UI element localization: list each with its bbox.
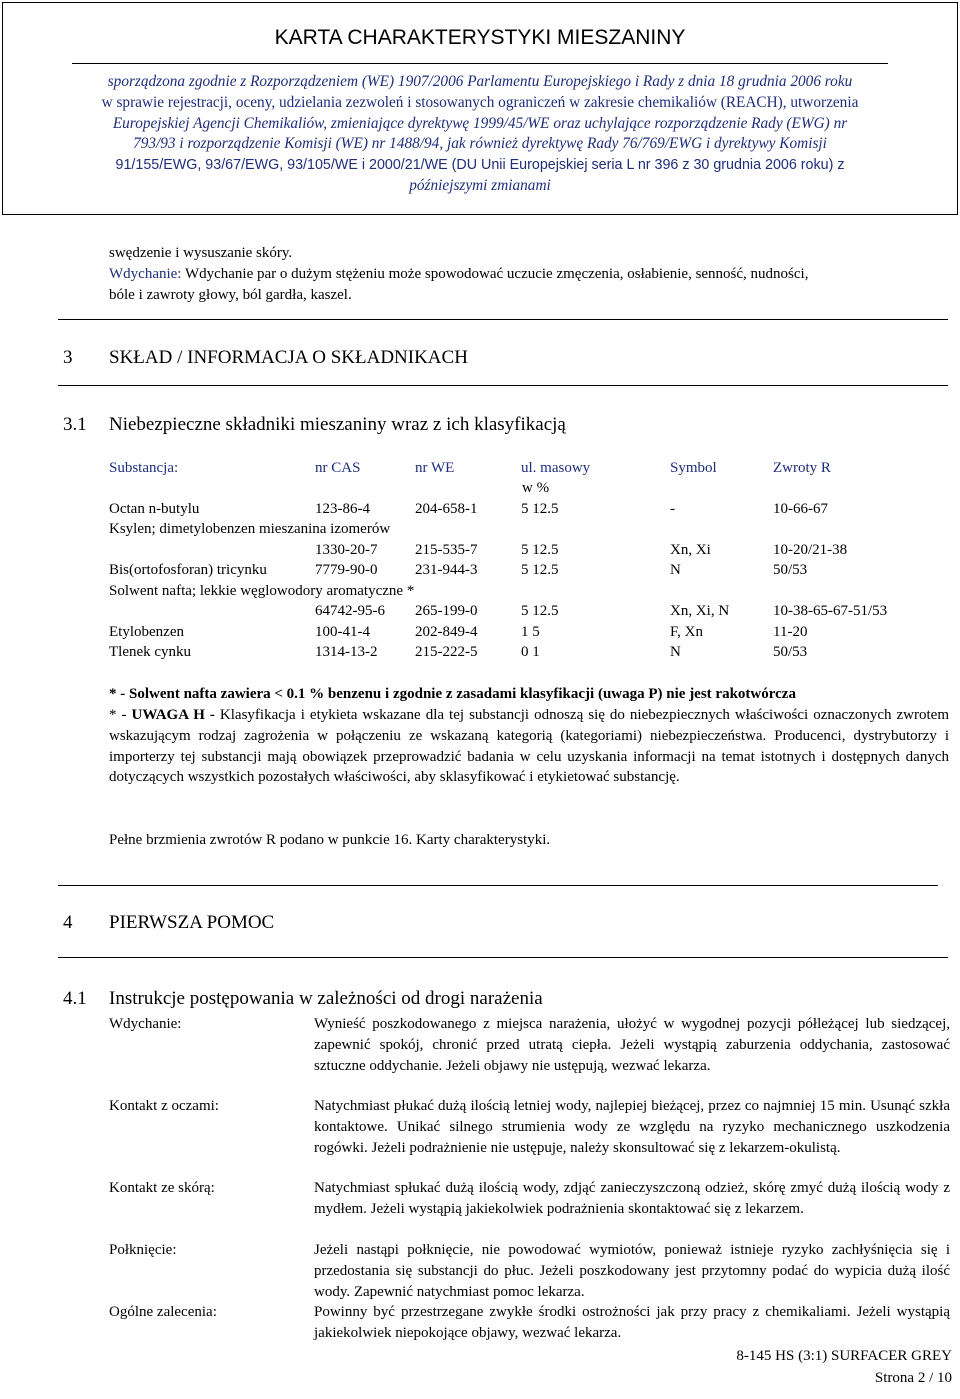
regulation-line-3: Europejskiej Agencji Chemikaliów, zmieniające dyrektywę 1999/45/WE oraz uchylające rozporządzenie Rady (EWG) nr — [112, 114, 848, 132]
cell-we: 204-658-1 — [415, 501, 478, 517]
cell-r: 10-20/21-38 — [773, 542, 848, 558]
divider — [58, 957, 948, 958]
first-aid-text-general: Powinny być przestrzegane zwykłe środki ostrożności jak przy pracy z chemikaliami. Jeżeli wystąpią jakiekolwiek niepokojące objawy, wezwać lekarza. — [314, 1304, 950, 1341]
first-aid-label-general: Ogólne zalecenia: — [109, 1304, 217, 1320]
solvent-note: * - Solwent nafta zawiera < 0.1 % benzenu i zgodnie z zasadami klasyfikacji (uwaga P) nie jest rakotwórcza — [109, 686, 796, 702]
header-mass: ul. masowy — [521, 460, 591, 476]
first-aid-text-inhalation: Wynieść poszkodowanego z miejsca narażenia, ułożyć w wygodnej pozycji półleżącej lub siedzącej, zapewnić spokój, chronić przed utratą ciepła. Jeżeli wystąpią zaburzenia oddychania, zastosować sztuczne oddychanie. Jeżeli objawy nie ustępują, wezwać lekarza. — [314, 1016, 950, 1074]
cell-pct: 5 12.5 — [521, 542, 559, 558]
inhalation-label: Wdychanie: — [109, 266, 182, 282]
header-cas: nr CAS — [315, 460, 361, 476]
cell-name: Ksylen; dimetylobenzen mieszanina izomerów — [109, 521, 391, 537]
note-h-text: Klasyfikacja i etykieta wskazane dla tej substancji odnoszą się do niebezpiecznych właściwości oznaczonych zwrotem wskazującym rodzaj zagrożenia w połączeniu ze wskazaną kategorią (kategoriami) niebezpieczeństwa. Producenci, dystrybutorzy i importerzy tej substancji mają obowiązek przeprowadzić badania w celu uzyskania informacji na temat istotnych i dostępnych danych dotyczących wszystkich pozostałych właściwości, aby sklasyfikować i etykietować substancję. — [109, 707, 950, 786]
cell-we: 215-535-7 — [415, 542, 478, 558]
header-symbol: Symbol — [670, 460, 717, 476]
regulation-line-1: sporządzona zgodnie z Rozporządzeniem (WE) 1907/2006 Parlamentu Europejskiego i Rady z dnia 18 grudnia 2006 roku — [107, 73, 853, 90]
cell-name: Tlenek cynku — [109, 644, 192, 660]
note-h-prefix: * - — [109, 707, 132, 723]
cell-r: 50/53 — [773, 644, 808, 660]
table-row — [109, 642, 949, 663]
first-aid-label-skin: Kontakt ze skórą: — [109, 1180, 215, 1196]
full-r-phrases-note: Pełne brzmienia zwrotów R podano w punkcie 16. Karty charakterystyki. — [109, 832, 551, 848]
regulation-text — [0, 72, 960, 197]
cell-r: 11-20 — [773, 624, 808, 640]
header-we: nr WE — [415, 460, 455, 476]
cell-symbol: F, Xn — [670, 624, 703, 640]
table-row — [109, 540, 949, 561]
intro-line-1: swędzenie i wysuszanie skóry. — [109, 245, 293, 261]
divider — [58, 885, 938, 886]
cell-cas: 7779-90-0 — [315, 562, 378, 578]
header-divider — [72, 63, 888, 64]
cell-name: Solwent nafta; lekkie węglowodory aromatyczne * — [109, 583, 415, 599]
cell-r: 10-66-67 — [773, 501, 828, 517]
section-4-1-number: 4.1 — [63, 988, 87, 1009]
inhalation-text: Wdychanie par o dużym stężeniu może spowodować uczucie zmęczenia, osłabienie, senność, nudności, — [181, 266, 809, 282]
footer-page-number: Strona 2 / 10 — [874, 1370, 952, 1386]
regulation-line-4: 793/93 i rozporządzenie Komisji (WE) nr 1488/94, jak również dyrektywę Rady 76/769/EWG i dyrektywy Komisji — [133, 135, 827, 153]
section-3-number: 3 — [63, 347, 73, 368]
header-r-phrases: Zwroty R — [773, 460, 831, 476]
regulation-line-6: późniejszymi zmianami — [409, 176, 551, 194]
section-3-1-title: Niebezpieczne składniki mieszaniny wraz z ich klasyfikacją — [109, 414, 566, 435]
cell-symbol: Xn, Xi — [670, 542, 711, 558]
section-4-number: 4 — [63, 912, 73, 933]
cell-pct: 5 12.5 — [521, 501, 559, 517]
cell-pct: 1 5 — [521, 624, 540, 640]
cell-r: 10-38-65-67-51/53 — [773, 603, 888, 619]
cell-cas: 123-86-4 — [315, 501, 370, 517]
table-row — [109, 581, 949, 602]
table-row — [109, 499, 949, 520]
cell-symbol: N — [670, 562, 681, 578]
table-row — [109, 560, 949, 581]
cell-symbol: - — [670, 501, 675, 517]
first-aid-label-inhalation: Wdychanie: — [109, 1016, 182, 1032]
note-h-bold: UWAGA H - — [131, 707, 215, 723]
cell-pct: 5 12.5 — [521, 562, 559, 578]
cell-cas: 100-41-4 — [315, 624, 370, 640]
regulation-line-2: w sprawie rejestracji, oceny, udzielania zezwoleń i stosowanych ograniczeń w zakresie chemikaliów (REACH), utworzenia — [101, 93, 859, 111]
cell-name: Octan n-butylu — [109, 501, 200, 517]
cell-pct: 0 1 — [521, 644, 540, 660]
table-row — [109, 622, 949, 643]
cell-cas: 1314-13-2 — [315, 644, 378, 660]
cell-we: 231-944-3 — [415, 562, 478, 578]
section-4-title: PIERWSZA POMOC — [109, 912, 275, 933]
first-aid-label-ingestion: Połknięcie: — [109, 1242, 177, 1258]
regulation-line-5: 91/155/EWG, 93/67/EWG, 93/105/WE i 2000/21/WE (DU Unii Europejskiej seria L nr 396 z 30 grudnia 2006 roku) z — [115, 157, 845, 174]
section-4-1-title: Instrukcje postępowania w zależności od drogi narażenia — [109, 988, 543, 1009]
table-header-sub — [109, 478, 949, 499]
first-aid-text-eyes: Natychmiast płukać dużą ilością letniej wody, najlepiej bieżącej, przez co najmniej 15 min. Usunąć szkła kontaktowe. Unikać silnego strumienia wody ze względu na ryzyko mechanicznego uszkodzenia rogówki. Jeżeli podrażnienie nie ustępuje, należy skonsultować się z lekarzem-okulistą. — [314, 1098, 950, 1156]
section-3-1-number: 3.1 — [63, 414, 87, 435]
footer-product: 8-145 HS (3:1) SURFACER GREY — [736, 1348, 952, 1364]
document-title: KARTA CHARAKTERYSTYKI MIESZANINY — [274, 26, 686, 49]
header-substance: Substancja: — [109, 460, 179, 476]
cell-cas: 64742-95-6 — [315, 603, 385, 619]
first-aid-text-skin: Natychmiast spłukać dużą ilością wody, zdjąć zanieczyszczoną odzież, skórę zmyć dużą ilością wody z mydłem. Jeżeli wystąpią jakiekolwiek podrażnienia skontaktować się z lekarzem. — [314, 1180, 950, 1217]
cell-symbol: Xn, Xi, N — [670, 603, 730, 619]
note-h-paragraph — [109, 705, 949, 788]
intro-line-2 — [109, 264, 808, 284]
table-row — [109, 519, 949, 540]
cell-symbol: N — [670, 644, 681, 660]
first-aid-text-ingestion: Jeżeli nastąpi połknięcie, nie powodować wymiotów, ponieważ istnieje ryzyko zachłyśnięcia się i przedostania się substancji do płuc. Jeżeli poszkodowany jest przytomny podać do wypicia dużą ilość wody. Zapewnić natychmiast pomoc lekarza. — [314, 1242, 950, 1300]
cell-we: 265-199-0 — [415, 603, 478, 619]
first-aid-label-eyes: Kontakt z oczami: — [109, 1098, 219, 1114]
cell-r: 50/53 — [773, 562, 808, 578]
cell-name: Etylobenzen — [109, 624, 184, 640]
cell-we: 215-222-5 — [415, 644, 478, 660]
table-row — [109, 601, 949, 622]
section-3-title: SKŁAD / INFORMACJA O SKŁADNIKACH — [109, 347, 468, 368]
divider — [58, 319, 948, 320]
header-mass-unit: w % — [522, 480, 550, 496]
cell-we: 202-849-4 — [415, 624, 478, 640]
table-header — [109, 458, 949, 479]
intro-line-3: bóle i zawroty głowy, ból gardła, kaszel. — [109, 287, 352, 303]
divider — [58, 385, 948, 386]
cell-cas: 1330-20-7 — [315, 542, 378, 558]
cell-name: Bis(ortofosforan) tricynku — [109, 562, 267, 578]
cell-pct: 5 12.5 — [521, 603, 559, 619]
